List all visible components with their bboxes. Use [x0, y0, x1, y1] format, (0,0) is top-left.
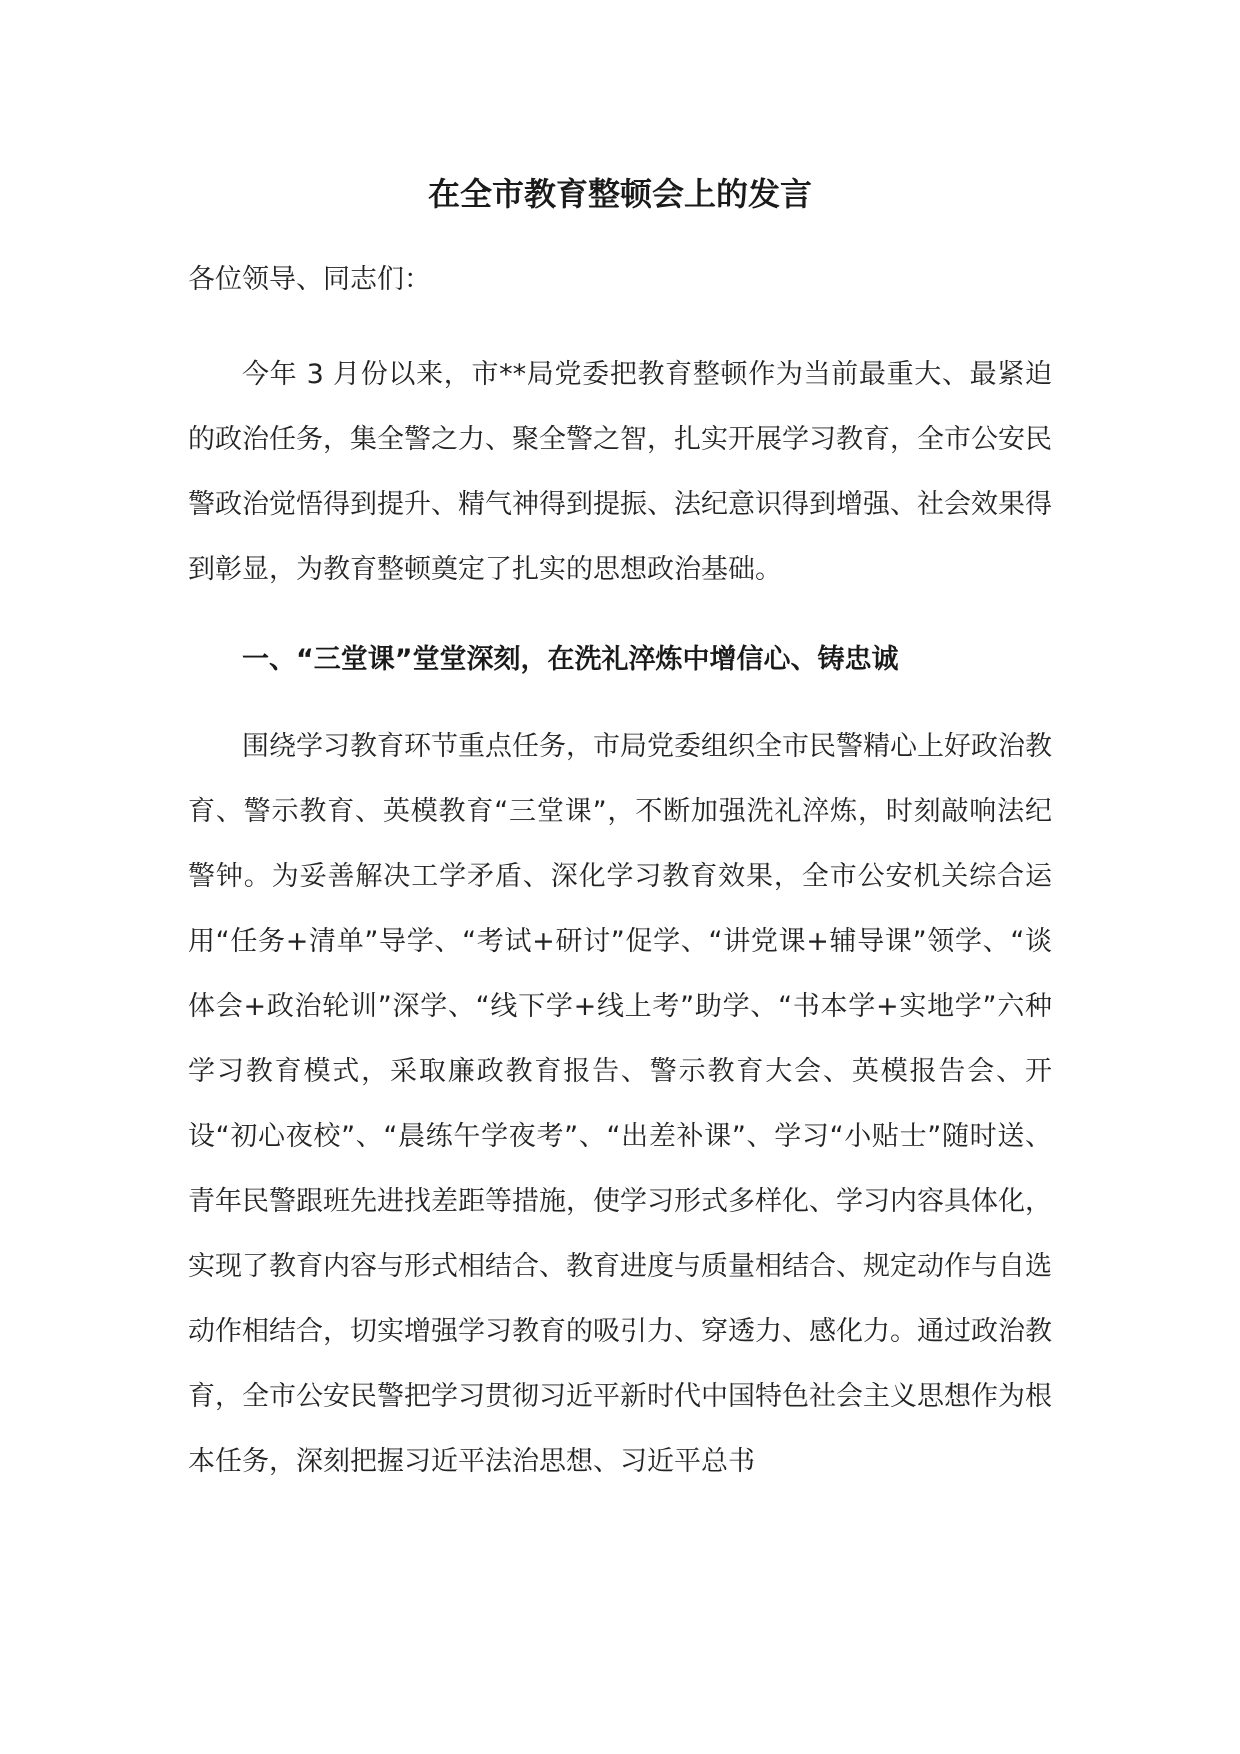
paragraph-section-1: 围绕学习教育环节重点任务，市局党委组织全市民警精心上好政治教育、警示教育、英模教育“三堂课”，不断加强洗礼淬炼，时刻敲响法纪警钟。为妥善解决工学矛盾、深化学习教育效果，全市公安机关综合运用“任务+清单”导学、“考试+研讨”促学、“讲党课+辅导课”领学、“谈体会+政治轮训”深学、“线下学+线上考”助学、“书本学+实地学”六种学习教育模式，采取廉政教育报告、警示教育大会、英模报告会、开设“初心夜校”、“晨练午学夜考”、“出差补课”、学习“小贴士”随时送、青年民警跟班先进找差距等措施，使学习形式多样化、学习内容具体化，实现了教育内容与形式相结合、教育进度与质量相结合、规定动作与自选动作相结合，切实增强学习教育的吸引力、穿透力、感化力。通过政治教育，全市公安民警把学习贯彻习近平新时代中国特色社会主义思想作为根本任务，深刻把握习近平法治思想、习近平总书	[188, 731, 1052, 1477]
section-heading-1: 一、“三堂课”堂堂深刻，在洗礼淬炼中增信心、铸忠诚	[242, 644, 899, 675]
document-title: 在全市教育整顿会上的发言	[427, 175, 812, 213]
salutation: 各位领导、同志们：	[188, 264, 431, 295]
document-page	[188, 170, 1052, 1494]
paragraph-intro: 今年 3 月份以来，市**局党委把教育整顿作为当前最重大、最紧迫的政治任务，集全警之力、聚全警之智，扎实开展学习教育，全市公安民警政治觉悟得到提升、精气神得到提振、法纪意识得到增强、社会效果得到彰显，为教育整顿奠定了扎实的思想政治基础。	[188, 359, 1052, 585]
